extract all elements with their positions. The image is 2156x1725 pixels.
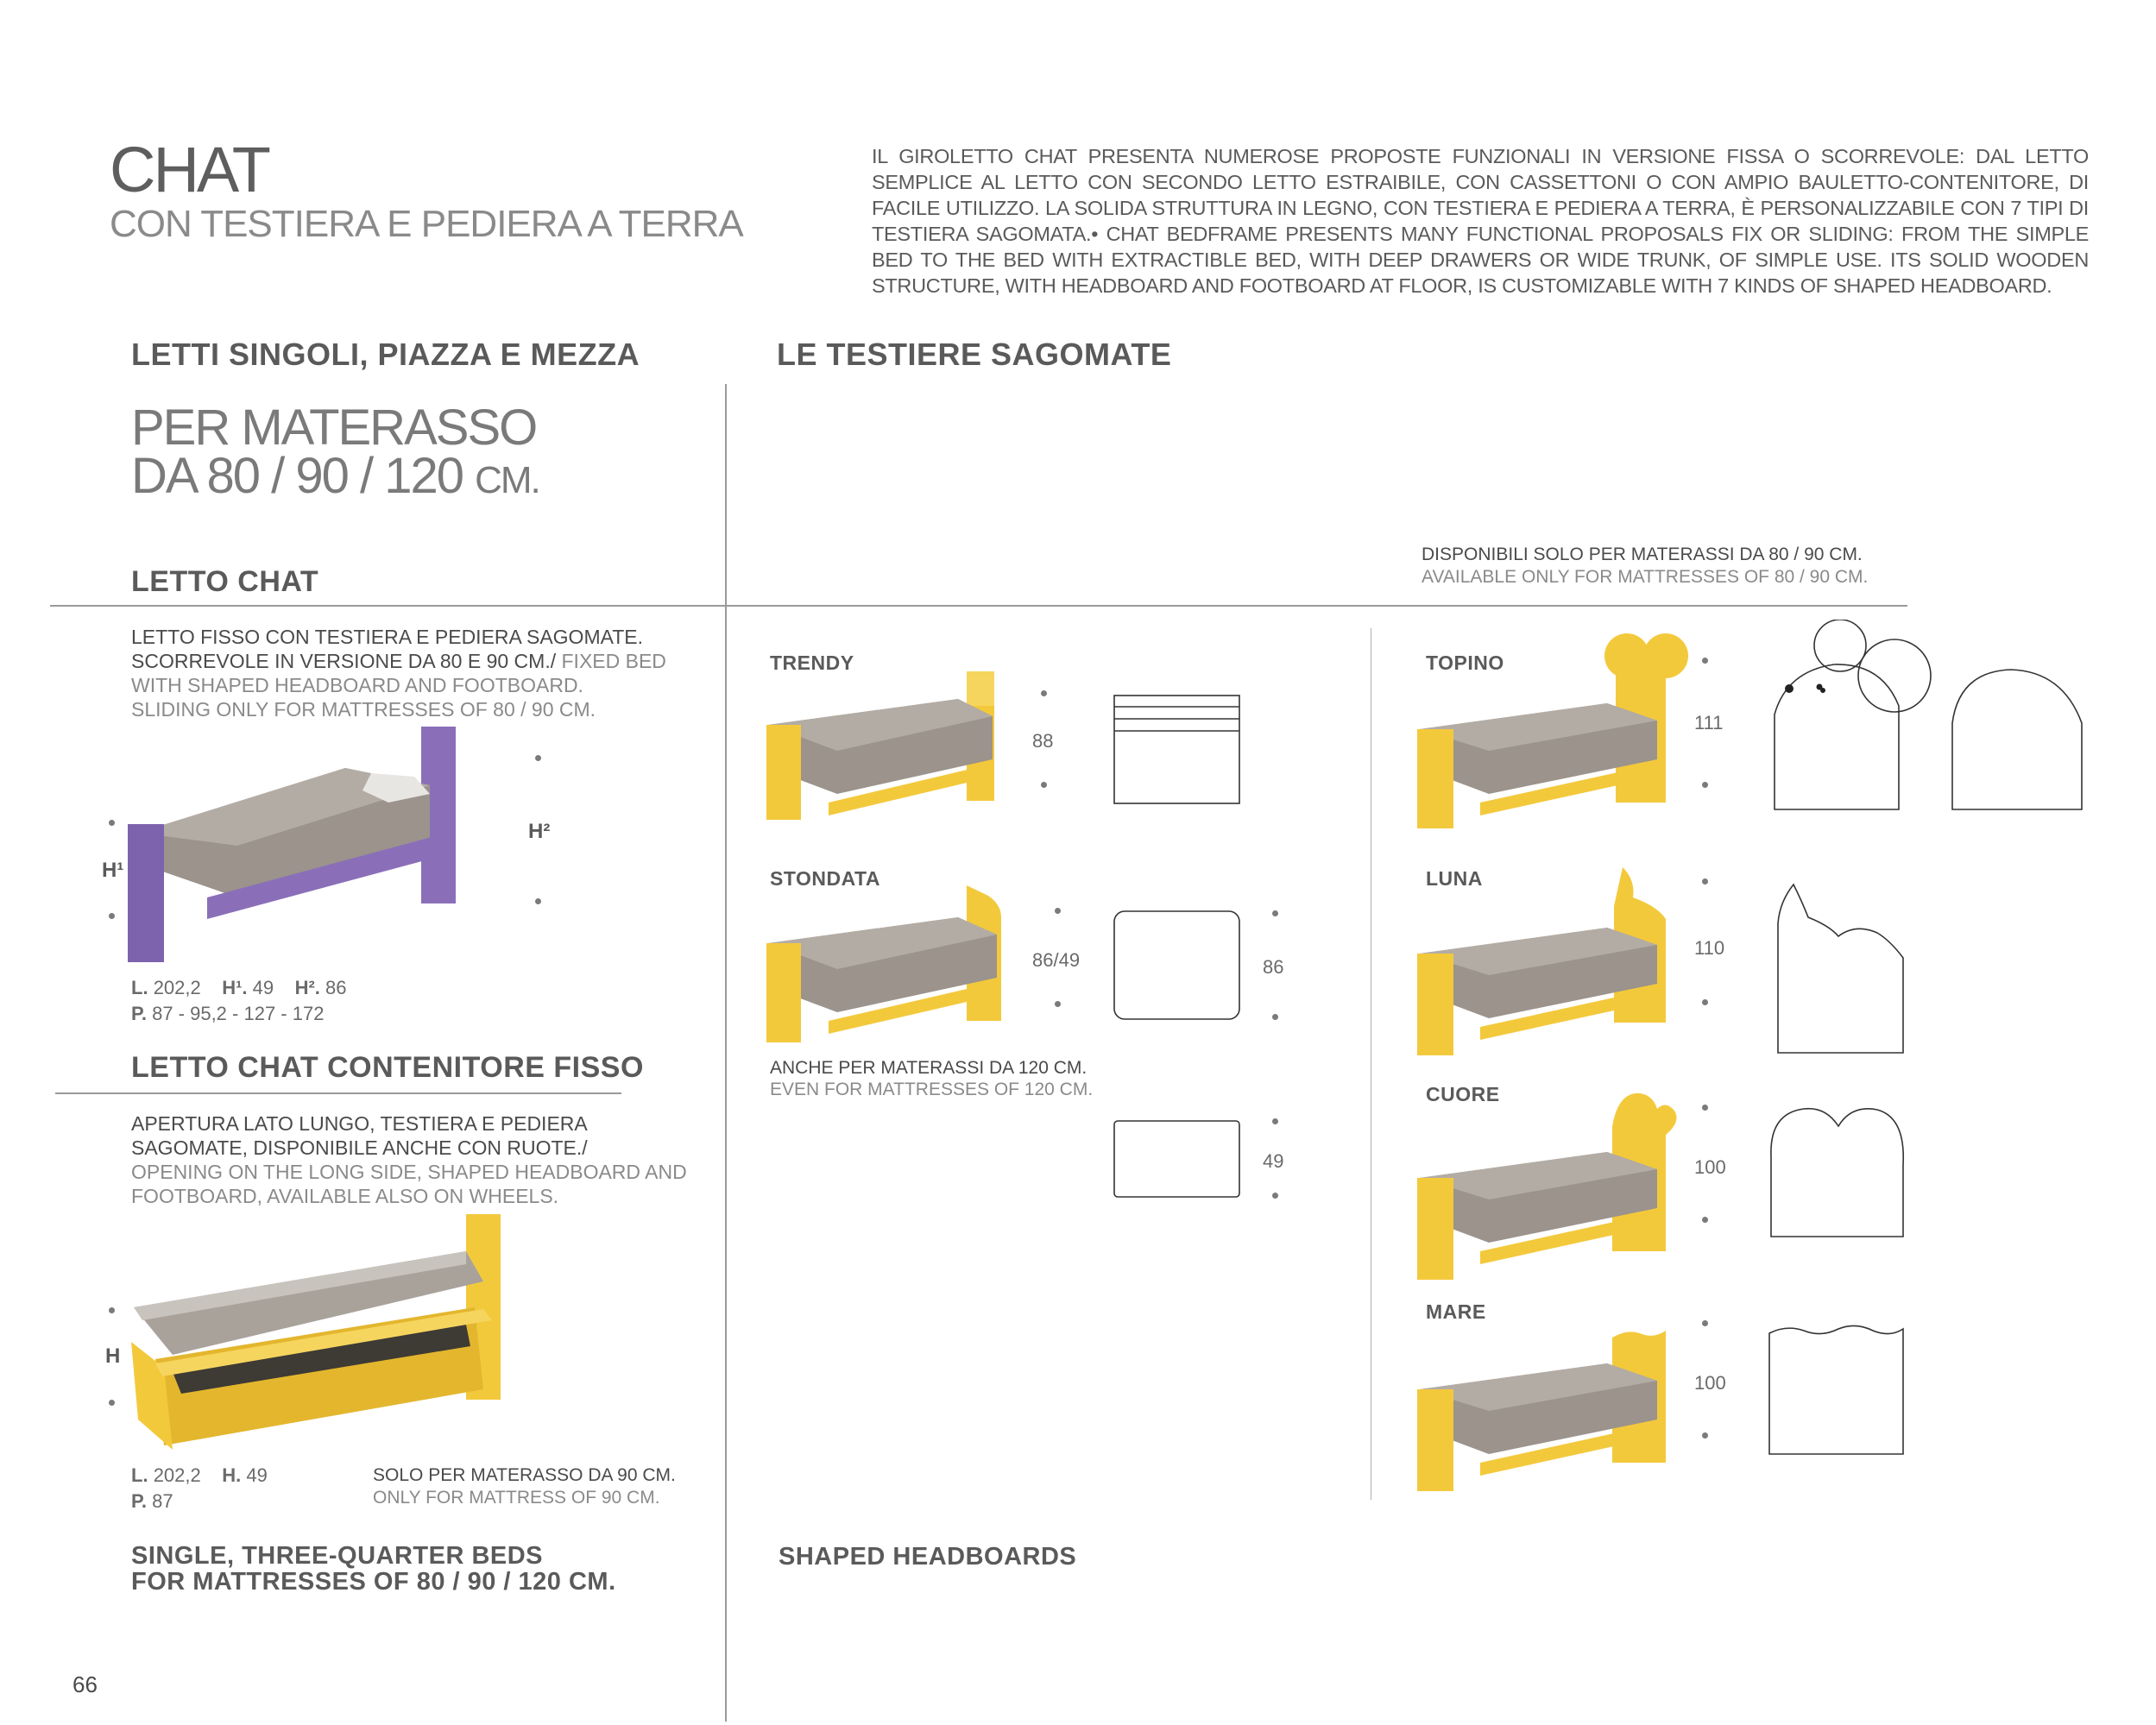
mattress-sizes-value: DA 80 / 90 / 120 xyxy=(131,448,463,504)
letto-chat-description xyxy=(131,625,666,721)
dim-l-value: 202,2 xyxy=(153,977,201,998)
luna-marker-top xyxy=(1702,878,1708,885)
letto-chat-title: LETTO CHAT xyxy=(131,565,319,598)
letto-chat-dimensions-line1 xyxy=(131,977,347,999)
mattress-line1: PER MATERASSO xyxy=(131,400,537,456)
topino-marker-bottom xyxy=(1702,782,1708,788)
cont-dim-l-key: L. xyxy=(131,1464,148,1486)
contenitore-note-it: SOLO PER MATERASSO DA 90 CM. xyxy=(373,1465,676,1485)
cont-dim-l-value: 202,2 xyxy=(153,1464,201,1486)
availability-note xyxy=(1422,544,1868,589)
letto-chat-desc-it: LETTO FISSO CON TESTIERA E PEDIERA SAGOMATE. SCORREVOLE IN VERSIONE DA 80 E 90 CM./ xyxy=(131,626,644,672)
dim-h2-value: 86 xyxy=(325,977,347,998)
topino-outlines xyxy=(1761,620,2123,818)
intro-paragraph: IL GIROLETTO CHAT PRESENTA NUMEROSE PROPOSTE FUNZIONALI IN VERSIONE FISSA O SCORREVOLE: DAL LETTO SEMPLICE AL LETTO CON SECONDO LETTO ESTRAIBILE, CON CASSETTONI O CON AMPIO BAULETTO-CONTENITORE, DI FACILE UTILIZZO. LA SOLIDA STRUTTURA IN LEGNO, CON TESTIERA E PEDIERA A TERRA, È PERSONALIZZABILE CON 7 TIPI DI TESTIERA SAGOMATA.• CHAT BEDFRAME PRESENTS MANY FUNCTIONAL PROPOSALS FIX OR SLIDING: FROM THE SIMPLE BED TO THE BED WITH EXTRACTIBLE BED, WITH DEEP DRAWERS OR WIDE TRUNK, OF SIMPLE USE. ITS SOLID WOODEN STRUCTURE, WITH HEADBOARD AND FOOTBOARD AT FLOOR, IS CUSTOMIZABLE WITH 7 KINDS OF SHAPED HEADBOARD. xyxy=(872,145,2089,297)
headboard-luna-image xyxy=(1407,859,1700,1066)
footer-en-right: SHAPED HEADBOARDS xyxy=(779,1543,1077,1571)
topino-height: 111 xyxy=(1694,712,1724,733)
headboard-stondata-image xyxy=(760,878,1044,1060)
contenitore-note xyxy=(373,1464,676,1509)
letto-chat-desc-en: FIXED BED WITH SHAPED HEADBOARD AND FOOTBOARD. SLIDING ONLY FOR MATTRESSES OF 80 / 90 CM. xyxy=(131,650,666,721)
h1-label: H¹ xyxy=(102,859,124,882)
stondata-note-it: ANCHE PER MATERASSI DA 120 CM. xyxy=(770,1058,1087,1078)
headboard-topino-label: TOPINO xyxy=(1426,652,1504,674)
mattress-line2 xyxy=(131,448,539,505)
mare-height: 100 xyxy=(1694,1372,1726,1394)
contenitore-dimensions-line2 xyxy=(131,1490,173,1513)
dim-p-key: P. xyxy=(131,1003,147,1024)
headboard-cuore-image xyxy=(1407,1083,1700,1290)
availability-it: DISPONIBILI SOLO PER MATERASSI DA 80 / 90 CM. xyxy=(1422,545,1863,564)
stondata-49-marker-top xyxy=(1272,1118,1278,1124)
dim-l-key: L. xyxy=(131,977,148,998)
h-label: H xyxy=(105,1344,121,1368)
headboard-mare-label: MARE xyxy=(1426,1300,1486,1323)
contenitore-description xyxy=(131,1111,701,1208)
stondata-note-en: EVEN FOR MATTRESSES OF 120 CM. xyxy=(770,1080,1094,1099)
h1-marker-top xyxy=(109,820,115,826)
headboard-mare-image xyxy=(1407,1303,1700,1502)
topino-marker-top xyxy=(1702,658,1708,664)
cuore-marker-bottom xyxy=(1702,1217,1708,1223)
h-marker-bottom xyxy=(109,1400,115,1406)
dim-h1-value: 49 xyxy=(252,977,274,998)
stondata-marker-bottom xyxy=(1055,1001,1061,1007)
mare-marker-bottom xyxy=(1702,1432,1708,1439)
cont-dim-p-key: P. xyxy=(131,1490,147,1512)
luna-marker-bottom xyxy=(1702,999,1708,1005)
headboard-luna-label: LUNA xyxy=(1426,867,1483,890)
h2-marker-top xyxy=(535,755,541,761)
headboard-stondata-label: STONDATA xyxy=(770,867,880,890)
footer-en-line1: SINGLE, THREE-QUARTER BEDS xyxy=(131,1542,544,1570)
h2-label: H² xyxy=(528,820,551,843)
trendy-marker-top xyxy=(1041,690,1047,696)
cont-dim-p-value: 87 xyxy=(152,1490,173,1512)
contenitore-desc-it: APERTURA LATO LUNGO, TESTIERA E PEDIERA SAGOMATE, DISPONIBILE ANCHE CON RUOTE./ xyxy=(131,1112,588,1159)
stondata-height-86: 86 xyxy=(1263,956,1284,978)
dim-h1-key: H¹. xyxy=(222,977,248,998)
stondata-outline-49 xyxy=(1113,1120,1243,1199)
stondata-49-marker-bottom xyxy=(1272,1193,1278,1199)
dim-h2-key: H². xyxy=(294,977,320,998)
center-divider xyxy=(725,384,727,1722)
trendy-outline xyxy=(1113,695,1243,807)
section-title-right: LE TESTIERE SAGOMATE xyxy=(777,337,1172,372)
letto-chat-image xyxy=(86,716,570,975)
stondata-86-marker-top xyxy=(1272,910,1278,916)
headboard-trendy-image xyxy=(760,664,1044,837)
mare-outline xyxy=(1765,1320,1907,1458)
letto-chat-dimensions-line2 xyxy=(131,1003,324,1025)
contenitore-divider xyxy=(55,1092,621,1094)
mattress-unit: CM. xyxy=(475,459,539,501)
contenitore-dimensions-line1 xyxy=(131,1464,268,1487)
top-divider xyxy=(50,605,1907,607)
contenitore-image xyxy=(121,1204,535,1463)
mattress-sizes xyxy=(131,400,539,505)
footer-en-line2: FOR MATTRESSES OF 80 / 90 / 120 CM. xyxy=(131,1568,616,1596)
page-subtitle: CON TESTIERA E PEDIERA A TERRA xyxy=(110,203,743,245)
mare-marker-top xyxy=(1702,1320,1708,1326)
headboard-topino-image xyxy=(1407,621,1700,846)
headboard-cuore-label: CUORE xyxy=(1426,1083,1500,1105)
cuore-outline xyxy=(1761,1096,1916,1243)
cuore-marker-top xyxy=(1702,1105,1708,1111)
headboard-trendy-label: TRENDY xyxy=(770,652,854,674)
page-number: 66 xyxy=(72,1671,98,1697)
dim-p-value: 87 - 95,2 - 127 - 172 xyxy=(152,1003,325,1024)
cont-dim-h-value: 49 xyxy=(246,1464,268,1486)
contenitore-desc-en: OPENING ON THE LONG SIDE, SHAPED HEADBOARD AND FOOTBOARD, AVAILABLE ALSO ON WHEELS. xyxy=(131,1161,687,1207)
luna-outline xyxy=(1761,876,1916,1057)
stondata-height: 86/49 xyxy=(1032,949,1081,971)
contenitore-title: LETTO CHAT CONTENITORE FISSO xyxy=(131,1051,644,1084)
cont-dim-h-key: H. xyxy=(222,1464,242,1486)
page-title: CHAT xyxy=(110,134,268,205)
availability-en: AVAILABLE ONLY FOR MATTRESSES OF 80 / 90 CM. xyxy=(1422,567,1869,587)
stondata-outline-86 xyxy=(1113,910,1243,1023)
section-title-left: LETTI SINGOLI, PIAZZA E MEZZA xyxy=(131,337,640,372)
h-marker-top xyxy=(109,1307,115,1313)
h2-marker-bottom xyxy=(535,898,541,904)
luna-height: 110 xyxy=(1694,937,1725,959)
stondata-note xyxy=(770,1057,1093,1100)
stondata-86-marker-bottom xyxy=(1272,1014,1278,1020)
trendy-marker-bottom xyxy=(1041,782,1047,788)
contenitore-note-en: ONLY FOR MATTRESS OF 90 CM. xyxy=(373,1488,660,1508)
stondata-marker-top xyxy=(1055,908,1061,914)
cuore-height: 100 xyxy=(1694,1156,1726,1178)
trendy-height: 88 xyxy=(1032,730,1054,752)
stondata-height-49: 49 xyxy=(1263,1150,1284,1172)
h1-marker-bottom xyxy=(109,913,115,919)
footer-en-left xyxy=(131,1543,616,1595)
